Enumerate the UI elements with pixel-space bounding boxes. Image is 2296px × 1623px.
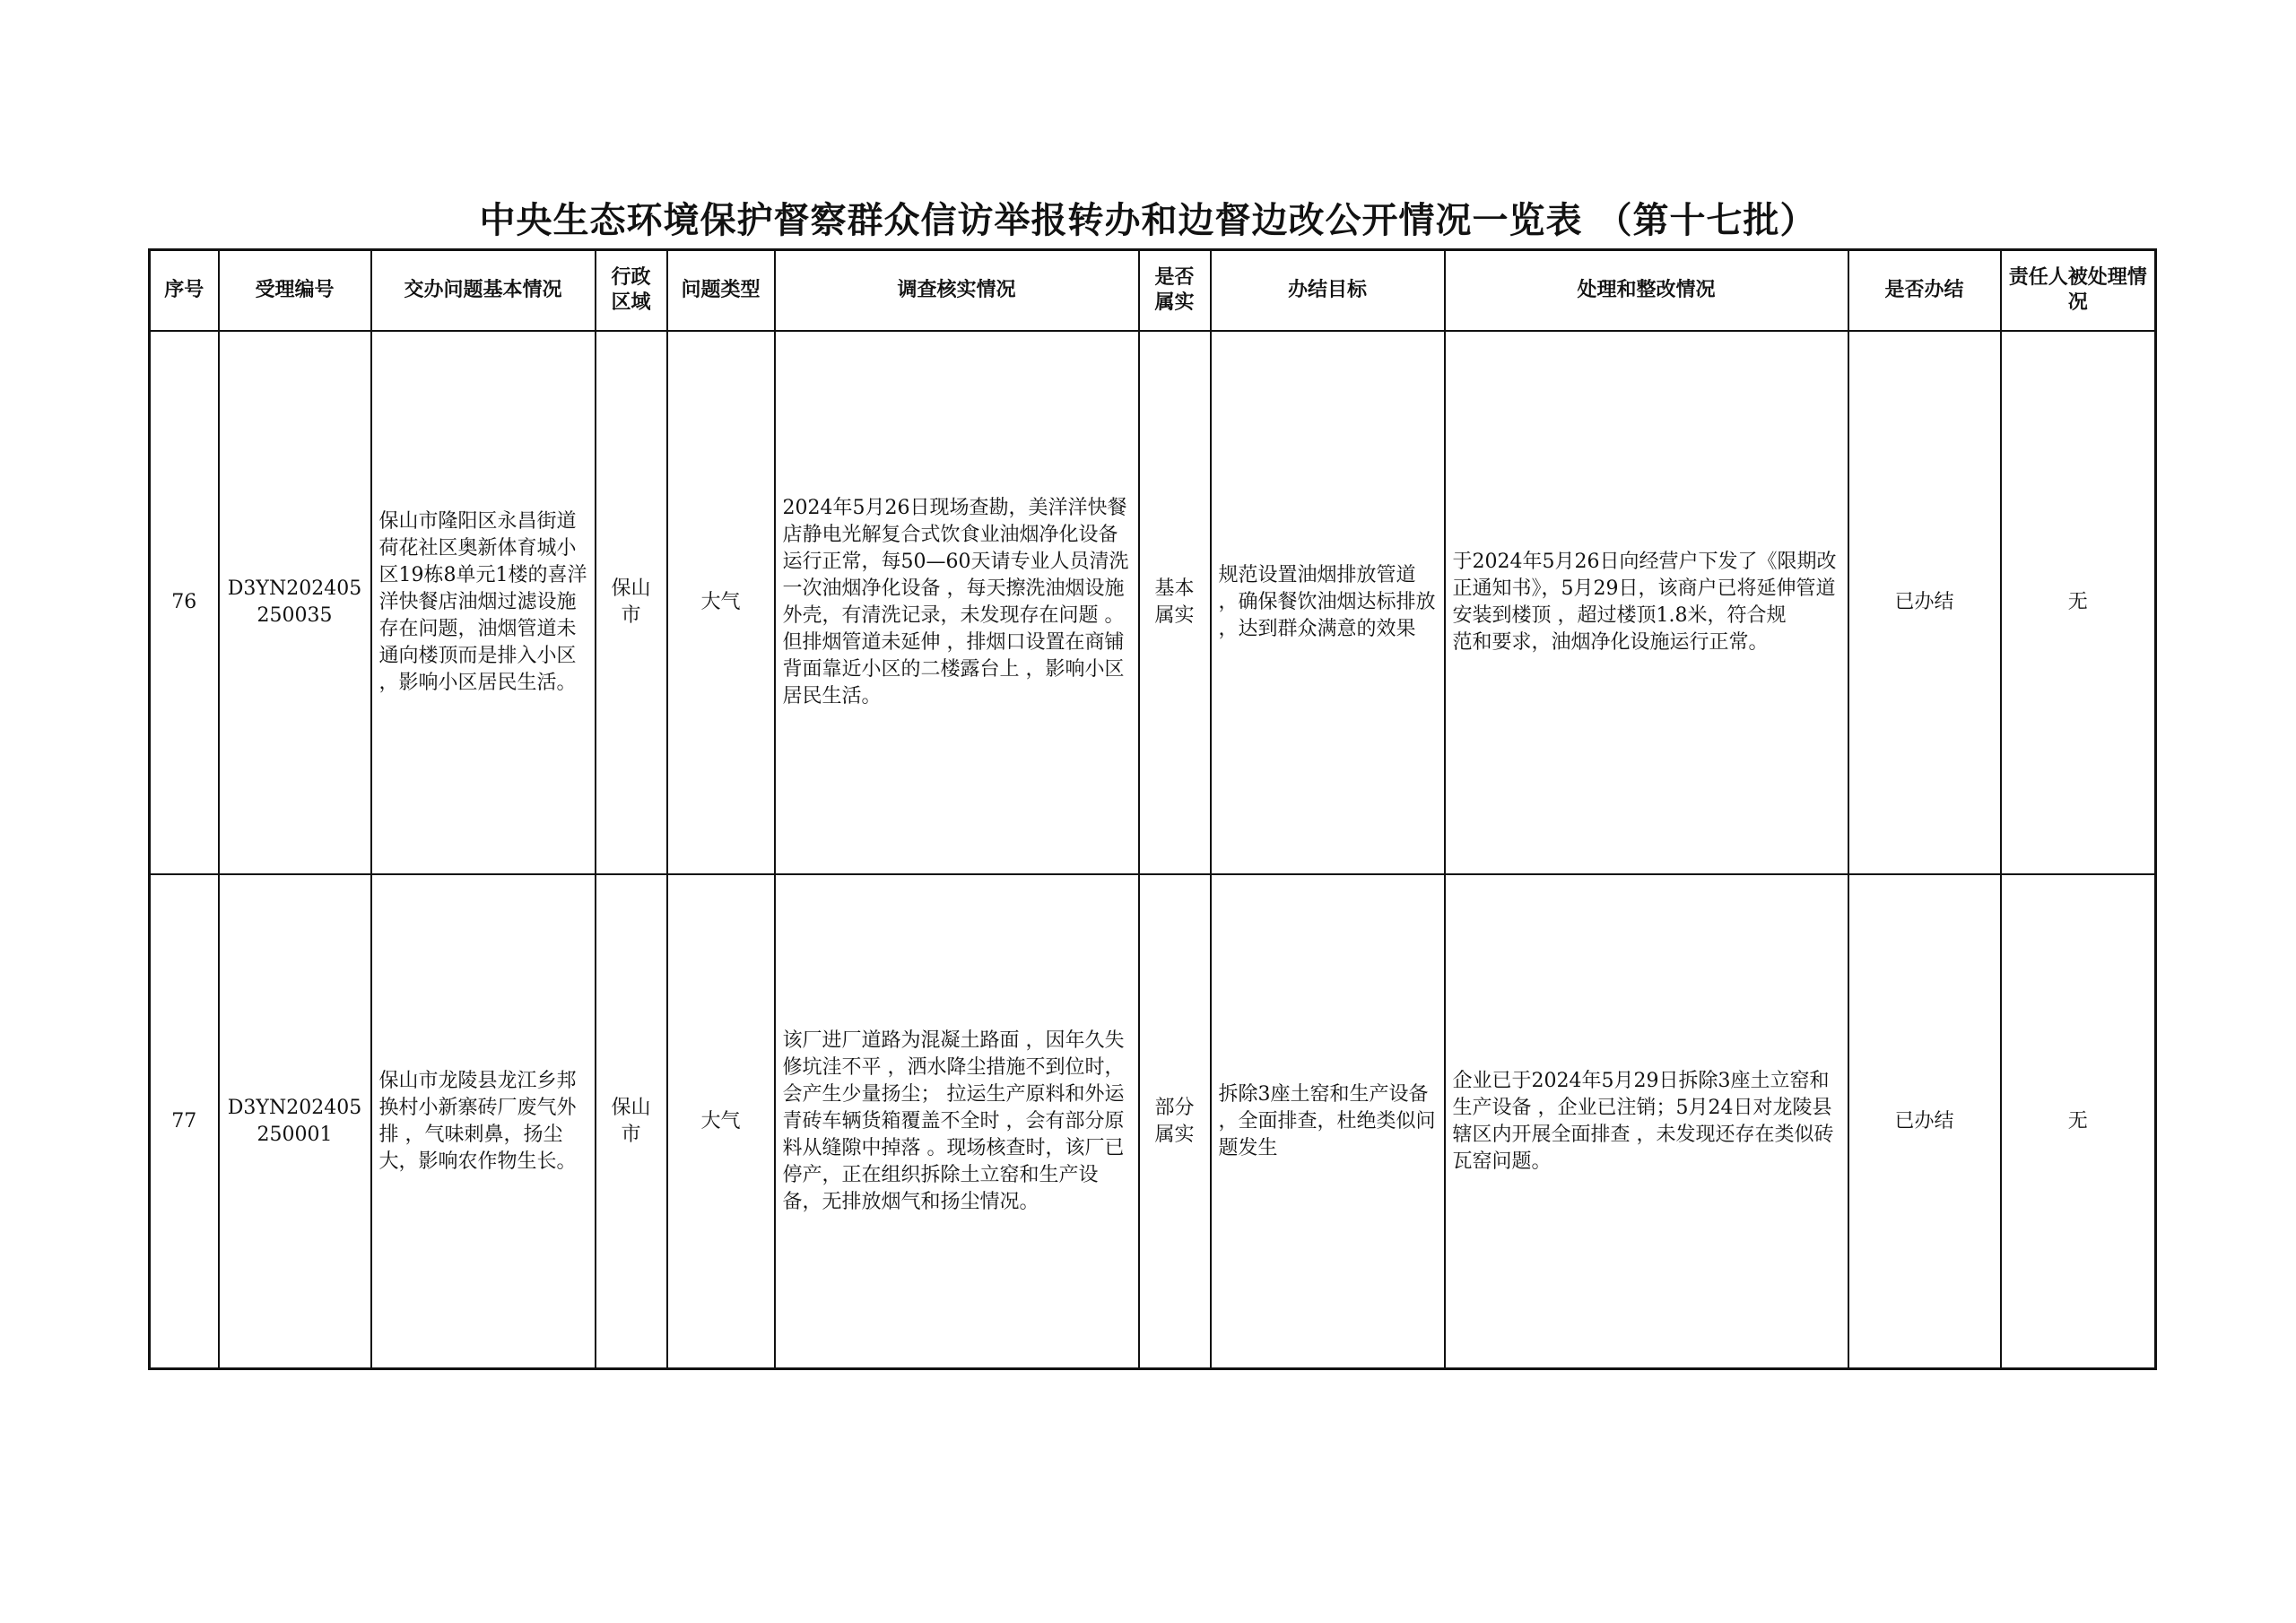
header-type: 问题类型 bbox=[667, 250, 775, 332]
handling-text-line: 于2024年5月26日向经营户下发了《限期改正通知书》，5月29日，该商户已将延伸管道安装到楼顶 ，超过楼顶1.8米，符合规 bbox=[1452, 551, 1837, 627]
cell-verified: 基本属实 bbox=[1139, 331, 1211, 874]
cell-investigation: 该厂进厂道路为混凝土路面 ，因年久失修坑洼不平 ，洒水降尘措施不到位时，会产生少量扬尘； 拉运生产原料和外运青砖车辆货箱覆盖不全时 ，会有部分原料从缝隙中掉落 。现场核查时，该厂已停产，正在组织拆除土立窑和生产设备，无排放烟气和扬尘情况。 bbox=[775, 874, 1139, 1369]
cell-type: 大气 bbox=[667, 331, 775, 874]
table-row bbox=[150, 874, 2156, 1369]
cell-closed: 已办结 bbox=[1848, 874, 2001, 1369]
header-goal: 办结目标 bbox=[1211, 250, 1445, 332]
header-seq: 序号 bbox=[150, 250, 219, 332]
page-title: 中央生态环境保护督察群众信访举报转办和边督边改公开情况一览表 （第十七批） bbox=[479, 200, 1817, 241]
cell-case-no: D3YN202405250035 bbox=[219, 331, 371, 874]
header-investigation: 调查核实情况 bbox=[775, 250, 1139, 332]
cell-verified: 部分属实 bbox=[1139, 874, 1211, 1369]
table-row bbox=[150, 331, 2156, 874]
cell-investigation: 2024年5月26日现场查勘，美洋洋快餐店静电光解复合式饮食业油烟净化设备运行正常，每50—60天请专业人员清洗一次油烟净化设备 ，每天擦洗油烟设施外壳，有清洗记录，未发现存在问题 。但排烟管道未延伸 ，排烟口设置在商铺背面靠近小区的二楼露台上 ，影响小区居民生活。 bbox=[775, 331, 1139, 874]
header-accountability: 责任人被处理情况 bbox=[2001, 250, 2156, 332]
cell-type: 大气 bbox=[667, 874, 775, 1369]
cell-goal: 拆除3座土窑和生产设备 ，全面排查，杜绝类似问题发生 bbox=[1211, 874, 1445, 1369]
cell-case-no: D3YN202405250001 bbox=[219, 874, 371, 1369]
header-verified: 是否属实 bbox=[1139, 250, 1211, 332]
header-issue: 交办问题基本情况 bbox=[371, 250, 596, 332]
cell-region: 保山市 bbox=[596, 331, 667, 874]
cell-handling: 企业已于2024年5月29日拆除3座土立窑和生产设备 ，企业已注销；5月24日对龙陵县辖区内开展全面排查 ，未发现还存在类似砖瓦窑问题。 bbox=[1445, 874, 1848, 1369]
cell-region: 保山市 bbox=[596, 874, 667, 1369]
header-region: 行政区域 bbox=[596, 250, 667, 332]
handling-text-line: 范和要求，油烟净化设施运行正常。 bbox=[1452, 631, 1769, 654]
report-table bbox=[148, 248, 2157, 1370]
header-case-no: 受理编号 bbox=[219, 250, 371, 332]
header-handling: 处理和整改情况 bbox=[1445, 250, 1848, 332]
cell-issue: 保山市龙陵县龙江乡邦换村小新寨砖厂废气外排 ，气味刺鼻，扬尘大，影响农作物生长。 bbox=[371, 874, 596, 1369]
cell-accountability: 无 bbox=[2001, 331, 2156, 874]
cell-handling bbox=[1445, 331, 1848, 874]
cell-seq: 76 bbox=[150, 331, 219, 874]
cell-accountability: 无 bbox=[2001, 874, 2156, 1369]
cell-closed: 已办结 bbox=[1848, 331, 2001, 874]
cell-issue: 保山市隆阳区永昌街道荷花社区奥新体育城小区19栋8单元1楼的喜洋洋快餐店油烟过滤设施存在问题，油烟管道未通向楼顶而是排入小区 ，影响小区居民生活。 bbox=[371, 331, 596, 874]
header-row bbox=[150, 250, 2156, 332]
cell-goal: 规范设置油烟排放管道 ，确保餐饮油烟达标排放 ，达到群众满意的效果 bbox=[1211, 331, 1445, 874]
header-closed: 是否办结 bbox=[1848, 250, 2001, 332]
cell-seq: 77 bbox=[150, 874, 219, 1369]
